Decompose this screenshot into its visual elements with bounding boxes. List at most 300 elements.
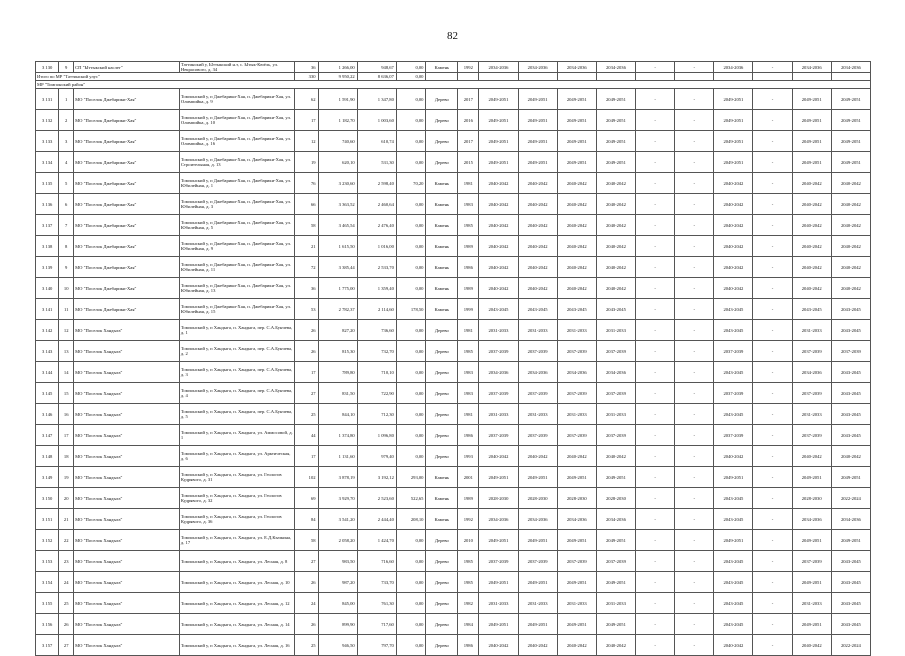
period-cell: 2049-2051 xyxy=(714,131,753,152)
row-number: 3 150 xyxy=(36,488,59,509)
period-cell: 2049-2051 xyxy=(557,110,596,131)
local-number: 23 xyxy=(59,551,74,572)
period-cell: - xyxy=(753,362,792,383)
period-cell: 2049-2051 xyxy=(596,110,635,131)
period-cell: 2040-2042 xyxy=(479,257,518,278)
period-cell: 2049-2051 xyxy=(596,152,635,173)
period-cell: - xyxy=(675,551,714,572)
address-cell: Томпонский у, п Хандыга, п. Хандыга, пер. С.А.Бунчева, д. 1 xyxy=(179,320,294,341)
row-number: 3 132 xyxy=(36,110,59,131)
period-cell: 2037-2039 xyxy=(714,341,753,362)
apartments-cell: 26 xyxy=(295,320,318,341)
period-cell: 2043-2045 xyxy=(714,551,753,572)
year-cell: 2017 xyxy=(458,131,479,152)
period-cell: 2049-2051 xyxy=(792,614,831,635)
living-area-cell: 733,70 xyxy=(357,572,396,593)
period-cell: - xyxy=(636,593,675,614)
period-cell: 2040-2042 xyxy=(714,215,753,236)
table-row xyxy=(36,572,871,593)
nonliving-area-cell: 0,00 xyxy=(396,62,426,73)
year-cell: 2001 xyxy=(458,467,479,488)
period-cell: 2040-2042 xyxy=(596,278,635,299)
period-cell: 2040-2042 xyxy=(518,257,557,278)
period-cell: 2037-2039 xyxy=(557,551,596,572)
total-area-cell: 815,30 xyxy=(318,341,357,362)
material-cell: Камень xyxy=(426,467,458,488)
address-cell: Таттинский у, Ыттыкский н.т, с. Ытык-Кюёль, ул. Некрасового, д. 34 xyxy=(179,62,294,73)
period-cell: - xyxy=(636,509,675,530)
total-area-cell: 740,60 xyxy=(318,131,357,152)
living-area-cell: 2 523,60 xyxy=(357,488,396,509)
period-cell: 2049-2051 xyxy=(831,89,870,110)
living-area-cell: 716,60 xyxy=(357,551,396,572)
living-area-cell: 531,30 xyxy=(357,152,396,173)
total-area-cell: 987,20 xyxy=(318,572,357,593)
local-number: 13 xyxy=(59,341,74,362)
total-area-cell: 3 230,60 xyxy=(318,173,357,194)
period-cell: 2049-2051 xyxy=(479,110,518,131)
nonliving-area-cell: 0,00 xyxy=(396,635,426,656)
period-cell: 2040-2042 xyxy=(596,215,635,236)
period-cell: 2037-2039 xyxy=(518,425,557,446)
period-cell: 2022-2024 xyxy=(831,635,870,656)
year-cell: 1983 xyxy=(458,194,479,215)
table-row xyxy=(36,509,871,530)
nonliving-area-cell: 0,00 xyxy=(396,131,426,152)
period-cell: 2049-2051 xyxy=(518,467,557,488)
period-cell: 2040-2042 xyxy=(792,173,831,194)
year-cell: 1985 xyxy=(458,215,479,236)
apartments-cell: 26 xyxy=(295,614,318,635)
period-cell: - xyxy=(753,320,792,341)
period-cell: 2040-2042 xyxy=(831,194,870,215)
period-cell: - xyxy=(675,383,714,404)
total-area-cell: 831,50 xyxy=(318,383,357,404)
owner-cell: МО "Поселок Джебарики-Хая" xyxy=(74,89,180,110)
period-cell: 2049-2051 xyxy=(518,614,557,635)
owner-cell: МО "Поселок Хандыга" xyxy=(74,341,180,362)
period-cell: - xyxy=(675,509,714,530)
year-cell: 1999 xyxy=(458,299,479,320)
local-number: 18 xyxy=(59,446,74,467)
period-cell: - xyxy=(636,89,675,110)
period-cell: - xyxy=(753,341,792,362)
table-row xyxy=(36,215,871,236)
nonliving-area-cell: 0,00 xyxy=(396,404,426,425)
year-cell: 1993 xyxy=(458,446,479,467)
period-cell: 2040-2042 xyxy=(518,236,557,257)
period-cell: - xyxy=(636,404,675,425)
period-cell: 2037-2039 xyxy=(479,425,518,446)
year-cell: 2016 xyxy=(458,110,479,131)
row-number: 3 131 xyxy=(36,89,59,110)
period-cell: 2043-2045 xyxy=(831,593,870,614)
total-area-cell: 844,10 xyxy=(318,404,357,425)
period-cell: 2037-2039 xyxy=(596,551,635,572)
nonliving-area-cell: 0,00 xyxy=(396,551,426,572)
period-cell: 2037-2039 xyxy=(557,383,596,404)
year-cell: 1983 xyxy=(458,383,479,404)
period-cell: - xyxy=(753,593,792,614)
period-cell: 2049-2051 xyxy=(596,572,635,593)
period-cell: - xyxy=(675,572,714,593)
material-cell: Дерево xyxy=(426,341,458,362)
owner-cell: МО "Поселок Джебарики-Хая" xyxy=(74,278,180,299)
local-number: 10 xyxy=(59,278,74,299)
total-area-cell: 3 541,20 xyxy=(318,509,357,530)
local-number: 15 xyxy=(59,383,74,404)
period-cell: 2037-2039 xyxy=(557,425,596,446)
apartments-cell: 62 xyxy=(295,89,318,110)
year-cell: 1984 xyxy=(458,614,479,635)
period-cell: 2037-2039 xyxy=(596,383,635,404)
total-area-cell: 899,90 xyxy=(318,614,357,635)
address-cell: Томпонский у, п Джебарики-Хая, п. Джебарики-Хая, ул. Строителыная, д. 13 xyxy=(179,152,294,173)
period-cell: 2040-2042 xyxy=(792,215,831,236)
address-cell: Томпонский у, п Хандыга, п. Хандыга, ул. Лесная, д. 8 xyxy=(179,551,294,572)
material-cell: Дерево xyxy=(426,152,458,173)
apartments-cell: 53 xyxy=(295,299,318,320)
period-cell: 2049-2051 xyxy=(479,530,518,551)
period-cell: 2049-2051 xyxy=(714,89,753,110)
owner-cell: МО "Поселок Хандыга" xyxy=(74,467,180,488)
living-area-cell: 1 003,60 xyxy=(357,110,396,131)
row-number: 3 153 xyxy=(36,551,59,572)
empty-cell xyxy=(753,73,792,81)
period-cell: 2034-2036 xyxy=(557,362,596,383)
period-cell: 2031-2033 xyxy=(792,320,831,341)
period-cell: 2040-2042 xyxy=(792,635,831,656)
table-row xyxy=(36,446,871,467)
row-number: 3 148 xyxy=(36,446,59,467)
period-cell: 2040-2042 xyxy=(518,173,557,194)
housing-table xyxy=(35,61,871,656)
local-number: 3 xyxy=(59,131,74,152)
apartments-cell: 58 xyxy=(295,530,318,551)
period-cell: - xyxy=(636,131,675,152)
period-cell: 2031-2033 xyxy=(479,404,518,425)
period-cell: 2037-2039 xyxy=(792,383,831,404)
local-number: 6 xyxy=(59,194,74,215)
period-cell: 2034-2036 xyxy=(792,62,831,73)
period-cell: 2037-2039 xyxy=(596,341,635,362)
total-area-cell: 3 465,54 xyxy=(318,215,357,236)
period-cell: 2040-2042 xyxy=(479,173,518,194)
apartments-cell: 44 xyxy=(295,425,318,446)
period-cell: - xyxy=(675,152,714,173)
period-cell: 2049-2051 xyxy=(792,89,831,110)
period-cell: - xyxy=(675,530,714,551)
living-area-cell: 722,90 xyxy=(357,383,396,404)
row-number: 3 146 xyxy=(36,404,59,425)
material-cell: Дерево xyxy=(426,593,458,614)
row-number: 3 142 xyxy=(36,320,59,341)
local-number: 5 xyxy=(59,173,74,194)
period-cell: - xyxy=(753,236,792,257)
period-cell: 2049-2051 xyxy=(479,467,518,488)
period-cell: 2040-2042 xyxy=(792,446,831,467)
period-cell: 2040-2042 xyxy=(831,173,870,194)
living-area-cell: 1 016,00 xyxy=(357,236,396,257)
period-cell: - xyxy=(753,425,792,446)
period-cell: - xyxy=(675,425,714,446)
table-row xyxy=(36,299,871,320)
period-cell: 2031-2033 xyxy=(596,320,635,341)
total-area-cell: 3 929,70 xyxy=(318,488,357,509)
period-cell: 2040-2042 xyxy=(596,257,635,278)
period-cell: - xyxy=(753,89,792,110)
year-cell: 1986 xyxy=(458,635,479,656)
period-cell: 2049-2051 xyxy=(792,467,831,488)
period-cell: - xyxy=(675,593,714,614)
period-cell: 2040-2042 xyxy=(714,173,753,194)
material-cell: Дерево xyxy=(426,110,458,131)
table-row xyxy=(36,425,871,446)
period-cell: 2031-2033 xyxy=(792,404,831,425)
period-cell: 2049-2051 xyxy=(831,530,870,551)
summary-total-area: 9 950,22 xyxy=(318,73,357,81)
apartments-cell: 102 xyxy=(295,467,318,488)
period-cell: 2043-2045 xyxy=(714,572,753,593)
period-cell: - xyxy=(636,215,675,236)
owner-cell: МО "Поселок Хандыга" xyxy=(74,572,180,593)
empty-cell xyxy=(596,73,635,81)
period-cell: 2049-2051 xyxy=(792,110,831,131)
table-row xyxy=(36,257,871,278)
total-area-cell: 1 775,00 xyxy=(318,278,357,299)
period-cell: 2037-2039 xyxy=(831,341,870,362)
living-area-cell: 1 347,80 xyxy=(357,89,396,110)
owner-cell: МО "Поселок Хандыга" xyxy=(74,614,180,635)
period-cell: - xyxy=(675,173,714,194)
total-area-cell: 1 131,60 xyxy=(318,446,357,467)
local-number: 20 xyxy=(59,488,74,509)
nonliving-area-cell: 0,00 xyxy=(396,383,426,404)
period-cell: 2043-2045 xyxy=(831,362,870,383)
row-number: 3 151 xyxy=(36,509,59,530)
row-number: 3 139 xyxy=(36,257,59,278)
apartments-cell: 26 xyxy=(295,572,318,593)
apartments-cell: 25 xyxy=(295,635,318,656)
address-cell: Томпонский у, п Хандыга, п. Хандыга, ул. Арктическая, д. 6 xyxy=(179,446,294,467)
living-area-cell: 1 096,80 xyxy=(357,425,396,446)
period-cell: 2043-2045 xyxy=(714,593,753,614)
owner-cell: МО "Поселок Джебарики-Хая" xyxy=(74,110,180,131)
empty-cell xyxy=(792,73,831,81)
material-cell: Дерево xyxy=(426,635,458,656)
period-cell: - xyxy=(675,62,714,73)
owner-cell: МО "Поселок Хандыга" xyxy=(74,362,180,383)
address-cell: Томпонский у, п Джебарики-Хая, п. Джебарики-Хая, ул. Юбилейная, д. 3 xyxy=(179,194,294,215)
period-cell: 2043-2045 xyxy=(714,404,753,425)
period-cell: 2049-2051 xyxy=(596,89,635,110)
address-cell: Томпонский у, п Хандыга, п. Хандыга, ул. Лесная, д. 14 xyxy=(179,614,294,635)
period-cell: 2040-2042 xyxy=(831,236,870,257)
nonliving-area-cell: 0,00 xyxy=(396,236,426,257)
period-cell: 2037-2039 xyxy=(714,383,753,404)
period-cell: 2040-2042 xyxy=(479,194,518,215)
period-cell: - xyxy=(675,404,714,425)
owner-cell: МО "Поселок Джебарики-Хая" xyxy=(74,194,180,215)
period-cell: 2049-2051 xyxy=(557,467,596,488)
material-cell: Камень xyxy=(426,194,458,215)
period-cell: 2037-2039 xyxy=(518,341,557,362)
period-cell: 2040-2042 xyxy=(518,215,557,236)
material-cell: Дерево xyxy=(426,320,458,341)
period-cell: 2040-2042 xyxy=(557,194,596,215)
apartments-cell: 19 xyxy=(295,152,318,173)
row-number: 3 144 xyxy=(36,362,59,383)
period-cell: 2049-2051 xyxy=(479,131,518,152)
period-cell: 2043-2045 xyxy=(831,404,870,425)
row-number: 3 138 xyxy=(36,236,59,257)
period-cell: 2049-2051 xyxy=(792,131,831,152)
period-cell: 2049-2051 xyxy=(831,131,870,152)
empty-cell xyxy=(518,73,557,81)
period-cell: 2040-2042 xyxy=(557,257,596,278)
owner-cell: МО "Поселок Джебарики-Хая" xyxy=(74,299,180,320)
apartments-cell: 26 xyxy=(295,341,318,362)
row-number: 3 156 xyxy=(36,614,59,635)
table-row xyxy=(36,635,871,656)
period-cell: - xyxy=(675,341,714,362)
period-cell: 2028-2030 xyxy=(557,488,596,509)
year-cell: 1989 xyxy=(458,278,479,299)
period-cell: - xyxy=(753,572,792,593)
period-cell: 2049-2051 xyxy=(518,89,557,110)
nonliving-area-cell: 0,00 xyxy=(396,278,426,299)
period-cell: 2037-2039 xyxy=(792,425,831,446)
row-number: 3 147 xyxy=(36,425,59,446)
total-area-cell: 1 591,90 xyxy=(318,89,357,110)
owner-cell: МО "Поселок Джебарики-Хая" xyxy=(74,152,180,173)
summary-row xyxy=(36,73,871,81)
row-number: 3 135 xyxy=(36,173,59,194)
period-cell: 2049-2051 xyxy=(557,131,596,152)
address-cell: Томпонский у, п Джебарики-Хая, п. Джебарики-Хая, ул. Юбилейная, д. 13 xyxy=(179,278,294,299)
address-cell: Томпонский у, п Хандыга, п. Хандыга, ул. Аммосовой, д. 1 xyxy=(179,425,294,446)
period-cell: - xyxy=(675,446,714,467)
period-cell: 2043-2045 xyxy=(714,488,753,509)
period-cell: 2040-2042 xyxy=(518,278,557,299)
empty-cell xyxy=(714,73,753,81)
address-cell: Томпонский у, п Джебарики-Хая, п. Джебарики-Хая, ул. Юбилейная, д. 9 xyxy=(179,236,294,257)
row-number: 3 155 xyxy=(36,593,59,614)
summary-nonliving-area: 0,00 xyxy=(396,73,426,81)
period-cell: 2031-2033 xyxy=(557,404,596,425)
period-cell: 2049-2051 xyxy=(792,572,831,593)
living-area-cell: 2 476,40 xyxy=(357,215,396,236)
period-cell: 2040-2042 xyxy=(479,278,518,299)
period-cell: 2034-2036 xyxy=(714,62,753,73)
period-cell: 2040-2042 xyxy=(714,635,753,656)
table-row xyxy=(36,341,871,362)
period-cell: 2040-2042 xyxy=(557,215,596,236)
address-cell: Томпонский у, п Хандыга, п. Хандыга, пер. С.А.Бунчева, д. 2 xyxy=(179,341,294,362)
apartments-cell: 58 xyxy=(295,215,318,236)
period-cell: 2022-2024 xyxy=(831,488,870,509)
nonliving-area-cell: 522,65 xyxy=(396,488,426,509)
apartments-cell: 17 xyxy=(295,446,318,467)
table-row xyxy=(36,194,871,215)
row-number: 3 143 xyxy=(36,341,59,362)
period-cell: 2040-2042 xyxy=(557,173,596,194)
period-cell: - xyxy=(753,488,792,509)
address-cell: Томпонский у, п Хандыга, п. Хандыга, пер. С.А.Бунчева, д. 4 xyxy=(179,383,294,404)
period-cell: 2049-2051 xyxy=(714,467,753,488)
material-cell: Дерево xyxy=(426,614,458,635)
period-cell: 2049-2051 xyxy=(518,110,557,131)
total-area-cell: 2 058,20 xyxy=(318,530,357,551)
owner-cell: МО "Поселок Хандыга" xyxy=(74,593,180,614)
period-cell: 2040-2042 xyxy=(479,446,518,467)
period-cell: 2040-2042 xyxy=(792,236,831,257)
year-cell: 1985 xyxy=(458,341,479,362)
period-cell: - xyxy=(675,299,714,320)
period-cell: 2034-2036 xyxy=(792,362,831,383)
nonliving-area-cell: 0,00 xyxy=(396,257,426,278)
period-cell: 2040-2042 xyxy=(596,635,635,656)
apartments-cell: 36 xyxy=(295,62,318,73)
address-cell: Томпонский у, п Хандыга, п. Хандыга, ул. Лесная, д. 12 xyxy=(179,593,294,614)
nonliving-area-cell: 208,10 xyxy=(396,509,426,530)
section-row xyxy=(36,81,871,89)
local-number: 8 xyxy=(59,236,74,257)
table-row xyxy=(36,530,871,551)
period-cell: - xyxy=(636,236,675,257)
owner-cell: МО "Поселок Джебарики-Хая" xyxy=(74,215,180,236)
period-cell: 2049-2051 xyxy=(792,530,831,551)
period-cell: 2031-2033 xyxy=(518,593,557,614)
year-cell: 2010 xyxy=(458,530,479,551)
owner-cell: МО "Поселок Джебарики-Хая" xyxy=(74,173,180,194)
period-cell: 2043-2045 xyxy=(714,509,753,530)
material-cell: Дерево xyxy=(426,131,458,152)
address-cell: Томпонский у, п Хандыга, п. Хандыга, ул. Геологов Кудрявого, д. 32 xyxy=(179,488,294,509)
owner-cell: МО "Поселок Джебарики-Хая" xyxy=(74,236,180,257)
period-cell: 2040-2042 xyxy=(714,278,753,299)
year-cell: 1985 xyxy=(458,551,479,572)
table-row xyxy=(36,320,871,341)
year-cell: 1992 xyxy=(458,62,479,73)
period-cell: 2034-2036 xyxy=(518,62,557,73)
local-number: 22 xyxy=(59,530,74,551)
nonliving-area-cell: 0,00 xyxy=(396,89,426,110)
period-cell: 2034-2036 xyxy=(479,509,518,530)
period-cell: 2049-2051 xyxy=(596,131,635,152)
period-cell: 2037-2039 xyxy=(479,551,518,572)
period-cell: 2049-2051 xyxy=(518,131,557,152)
year-cell: 2015 xyxy=(458,152,479,173)
apartments-cell: 36 xyxy=(295,278,318,299)
living-area-cell: 712,30 xyxy=(357,404,396,425)
address-cell: Томпонский у, п Хандыга, п. Хандыга, ул. Лесная, д. 16 xyxy=(179,635,294,656)
empty-cell xyxy=(675,73,714,81)
local-number: 19 xyxy=(59,467,74,488)
nonliving-area-cell: 0,00 xyxy=(396,320,426,341)
row-number: 3 130 xyxy=(36,62,59,73)
living-area-cell: 948,67 xyxy=(357,62,396,73)
period-cell: 2031-2033 xyxy=(479,593,518,614)
address-cell: Томпонский у, п Хандыга, п. Хандыга, ул. Геологов Кудрявого, д. 36 xyxy=(179,509,294,530)
period-cell: 2040-2042 xyxy=(714,194,753,215)
material-cell: Камень xyxy=(426,173,458,194)
period-cell: - xyxy=(675,635,714,656)
year-cell: 1981 xyxy=(458,404,479,425)
local-number: 2 xyxy=(59,110,74,131)
address-cell: Томпонский у, п Хандыга, п. Хандыга, пер. С.А.Бунчева, д. 5 xyxy=(179,404,294,425)
period-cell: 2037-2039 xyxy=(792,551,831,572)
